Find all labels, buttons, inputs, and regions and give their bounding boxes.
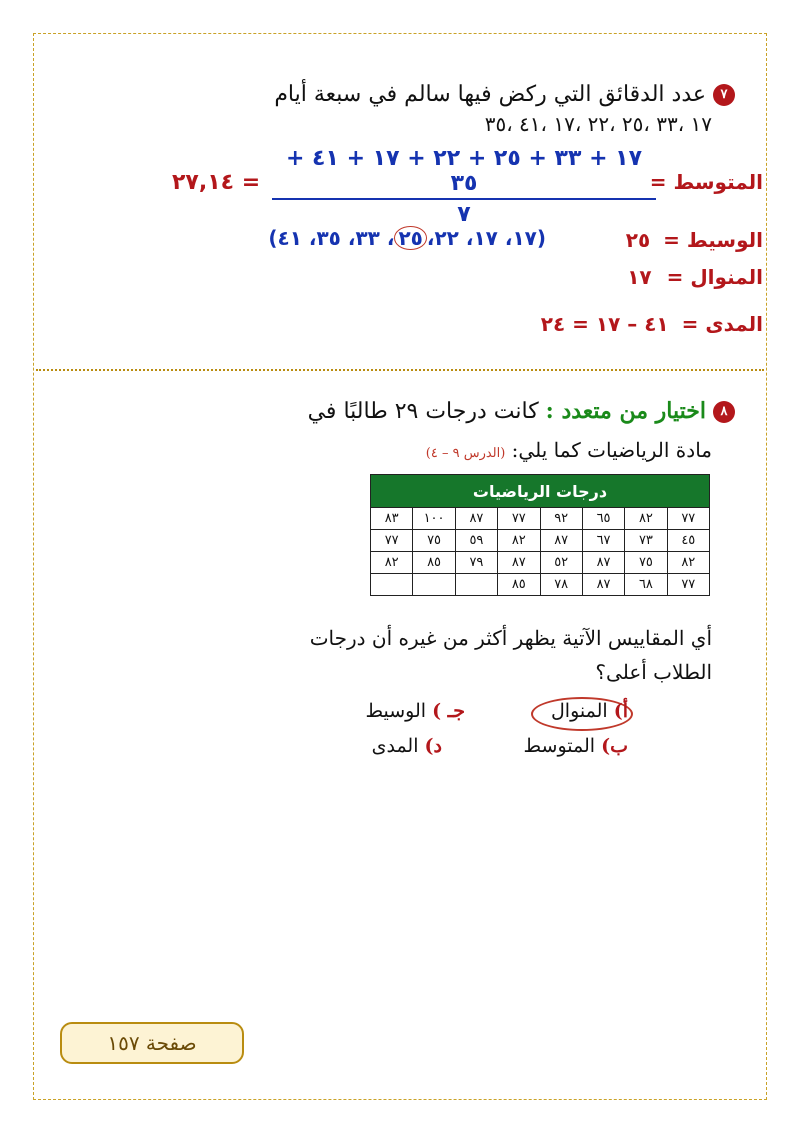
table-cell: ٦٨ (625, 574, 667, 596)
q7-question-text: عدد الدقائق التي ركض فيها سالم في سبعة أيام (274, 82, 706, 107)
table-cell: ٨٥ (498, 574, 540, 596)
section-divider (36, 369, 764, 371)
table-cell: ٨٢ (625, 508, 667, 530)
mode-label: المنوال = (666, 265, 763, 289)
choice-c-text: الوسيط (365, 700, 427, 722)
mean-result: ٢٧,١٤ = (172, 170, 261, 195)
table-cell: ٧٥ (413, 530, 455, 552)
table-row (371, 530, 710, 552)
range-value: ٤١ – ١٧ = ٢٤ (540, 312, 669, 336)
grades-table (370, 474, 710, 596)
table-cell: ٧٧ (667, 508, 709, 530)
mean-fraction (272, 146, 656, 227)
table-cell: ٨٧ (498, 552, 540, 574)
choice-d-letter: د) (424, 735, 442, 757)
choice-a-text: المنوال (550, 700, 608, 722)
table-cell: ٨٧ (540, 530, 582, 552)
table-cell: ٧٧ (498, 508, 540, 530)
sorted-close-paren: ) (268, 226, 278, 250)
q8-heading-line (308, 398, 735, 424)
table-cell: ٧٣ (625, 530, 667, 552)
choice-b-letter: ب) (601, 735, 628, 757)
table-cell: ١٠٠ (413, 508, 455, 530)
table-cell: ٥٩ (455, 530, 497, 552)
sorted-values (226, 226, 546, 250)
table-row (371, 552, 710, 574)
table-cell: ٨٣ (371, 508, 413, 530)
mean-numerator: ١٧ + ٣٣ + ٢٥ + ٢٢ + ١٧ + ٤١ + ٣٥ (285, 146, 643, 196)
table-cell: ٨٧ (582, 574, 624, 596)
median-value: ٢٥ (625, 228, 651, 252)
range-row (541, 312, 763, 336)
mean-denominator: ٧ (457, 202, 471, 227)
choice-c[interactable] (365, 700, 465, 722)
table-title: درجات الرياضيات (371, 475, 710, 508)
table-cell: ٧٨ (540, 574, 582, 596)
choice-a[interactable] (551, 700, 628, 722)
table-cell: ٩٢ (540, 508, 582, 530)
choice-b[interactable] (524, 735, 629, 757)
table-cell (413, 574, 455, 596)
table-cell (371, 574, 413, 596)
table-cell: ٤٥ (667, 530, 709, 552)
table-row (371, 508, 710, 530)
table-cell: ٦٧ (582, 530, 624, 552)
q8-number-badge: ٨ (713, 401, 735, 423)
q7-question (274, 82, 735, 107)
q8-prompt-line1: أي المقاييس الآتية يظهر أكثر من غيره أن درجات (309, 626, 712, 650)
median-label (626, 228, 763, 252)
table-cell (455, 574, 497, 596)
q8-intro2: مادة الرياضيات كما يلي: (511, 438, 712, 462)
table-cell: ٨٧ (582, 552, 624, 574)
choice-b-text: المتوسط (523, 735, 596, 757)
table-cell: ٨٧ (455, 508, 497, 530)
sorted-open-paren: ( (536, 226, 546, 250)
table-cell: ٨٥ (413, 552, 455, 574)
sorted-after: ، ٣٣، ٣٥، ٤١ (277, 226, 395, 250)
choice-a-letter: أ) (613, 700, 628, 722)
table-cell: ٧٥ (625, 552, 667, 574)
q8-heading: اختيار من متعدد : (545, 398, 706, 424)
table-cell: ٧٧ (371, 530, 413, 552)
q7-number-badge: ٧ (713, 84, 735, 106)
lesson-reference: (الدرس ٩ – ٤) (425, 446, 506, 461)
choice-d-text: المدى (371, 735, 419, 757)
q8-intro: كانت درجات ٢٩ طالبًا في (307, 399, 539, 424)
choice-d[interactable] (372, 735, 442, 757)
median-label-text: الوسيط = (663, 228, 763, 252)
table-cell: ٨٢ (667, 552, 709, 574)
table-cell: ٦٥ (582, 508, 624, 530)
mean-label: المتوسط = (649, 170, 763, 194)
table-cell: ٧٩ (455, 552, 497, 574)
table-cell: ٧٧ (667, 574, 709, 596)
mode-value: ١٧ (627, 265, 652, 289)
sorted-before: ١٧، ١٧، ٢٢، (426, 226, 537, 250)
mode-row (627, 265, 763, 289)
q8-prompt-line2: الطلاب أعلى؟ (595, 660, 712, 684)
table-row (371, 574, 710, 596)
circled-median: ٢٥ (394, 226, 426, 250)
q7-values: ١٧ ،٣٣ ،٢٥ ،٢٢ ،١٧ ،٤١ ،٣٥ (484, 112, 712, 136)
choice-c-letter: جـ ) (432, 700, 465, 722)
table-cell: ٨٢ (371, 552, 413, 574)
table-cell: ٨٢ (498, 530, 540, 552)
range-label: المدى = (681, 312, 763, 336)
table-cell: ٥٢ (540, 552, 582, 574)
q8-intro-line2 (426, 438, 712, 462)
page-number-label: صفحة ١٥٧ (60, 1022, 244, 1064)
